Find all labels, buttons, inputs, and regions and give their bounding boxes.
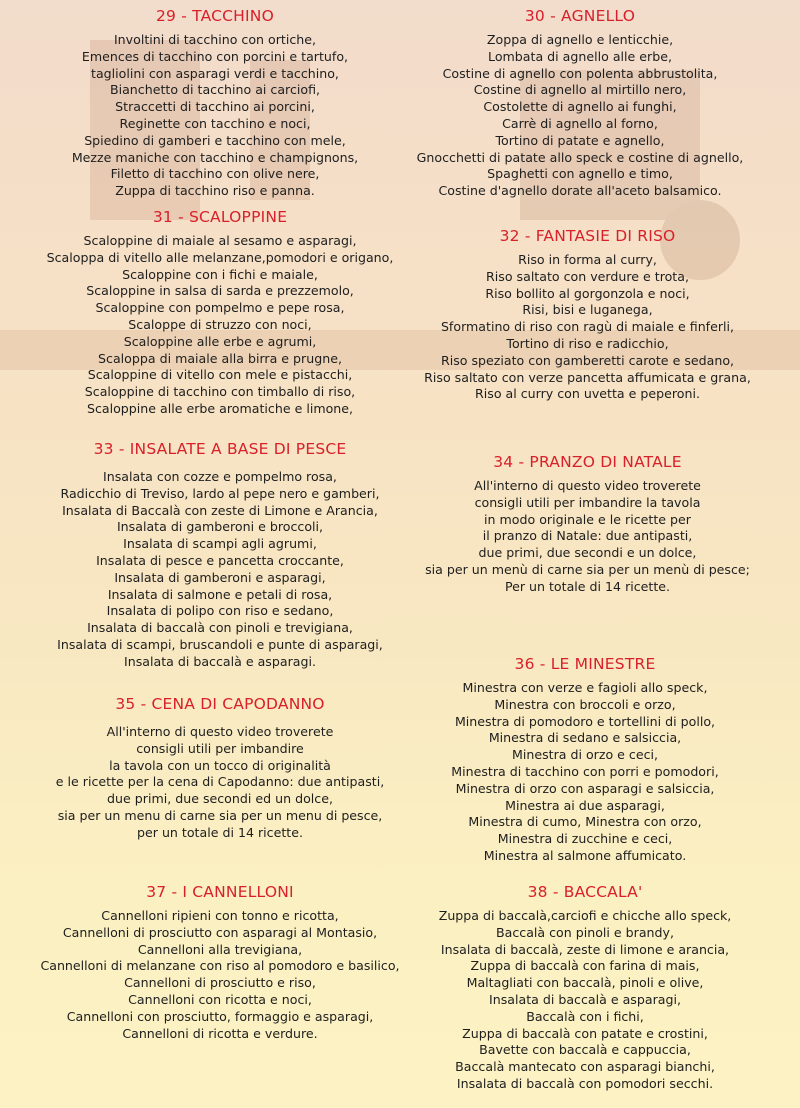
recipe-line: due primi, due secondi ed un dolce, (107, 791, 333, 807)
recipe-line: Baccalà con pinoli e brandy, (495, 924, 674, 940)
recipe-line: All'interno di questo video troverete (474, 478, 701, 493)
recipe-line: Risi, bisi e luganega, (522, 302, 653, 318)
recipe-line: Zuppa di baccalà con farina di mais, (470, 958, 700, 974)
recipe-line: Insalata di baccalà con pomodori secchi. (456, 1075, 714, 1091)
recipe-line: Emences di tacchino con porcini e tartufo, (81, 48, 349, 64)
recipe-line: Baccalà con i fichi, (526, 1008, 644, 1024)
description-text (10, 724, 430, 842)
recipe-line: Costolette di agnello ai funghi, (483, 99, 677, 115)
section-title: 35 - CENA DI CAPODANNO (115, 695, 325, 713)
section-title: 29 - TACCHINO (155, 7, 275, 25)
section-le-minestre (385, 654, 785, 865)
recipe-line: Reginette con tacchino e noci, (119, 115, 311, 131)
recipe-line: Zuppa di tacchino riso e panna. (115, 183, 315, 199)
section-insalate-di-pesce (10, 439, 430, 671)
section-title: 32 - FANTASIE DI RISO (499, 227, 676, 245)
recipe-list (10, 469, 430, 671)
recipe-line: Insalata di baccalà e asparagi. (124, 653, 316, 669)
section-agnello (370, 6, 790, 200)
recipe-line: Costine di agnello al mirtillo nero, (473, 82, 687, 98)
recipe-line: Zoppa di agnello e lenticchie, (486, 32, 674, 47)
recipe-line: Minestra di cumo, Minestra con orzo, (468, 814, 702, 830)
recipe-list (370, 32, 790, 200)
recipe-line: la tavola con un tocco di originalità (109, 757, 331, 773)
recipe-line: sia per un menù di carne sia per un menù di pesce; (425, 561, 750, 577)
recipe-line: consigli utili per imbandire (136, 740, 304, 756)
recipe-line: Involtini di tacchino con ortiche, (113, 32, 317, 47)
section-cena-di-capodanno (10, 694, 430, 842)
recipe-line: Insalata di baccalà, zeste di limone e arancia, (440, 941, 730, 957)
section-title: 38 - BACCALA' (527, 883, 643, 901)
recipe-line: Insalata di baccalà e asparagi, (489, 991, 681, 1007)
recipe-line: Cannelloni di melanzane con riso al pomodoro e basilico, (40, 958, 400, 974)
recipe-line: Insalata con cozze e pompelmo rosa, (103, 469, 337, 484)
recipe-list (385, 680, 785, 865)
recipe-line: Minestra di orzo e ceci, (511, 747, 659, 763)
recipe-line: Minestra di zucchine e ceci, (497, 831, 673, 847)
recipe-line: Insalata di baccalà con pinoli e trevigiana, (87, 620, 353, 636)
section-i-cannelloni (10, 882, 430, 1042)
recipe-line: per un totale di 14 ricette. (137, 824, 303, 840)
recipe-line: Scaloppe di struzzo con noci, (128, 316, 312, 332)
section-title: 31 - SCALOPPINE (152, 208, 288, 226)
recipe-line: Riso saltato con verze pancetta affumicata e grana, (424, 369, 751, 385)
recipe-list (385, 252, 790, 403)
recipe-line: Baccalà mantecato con asparagi bianchi, (455, 1059, 715, 1075)
recipe-line: Cannelloni ripieni con tonno e ricotta, (101, 908, 339, 923)
recipe-line: consigli utili per imbandire la tavola (474, 494, 701, 510)
recipe-line: Scaloppa di vitello alle melanzane,pomodori e origano, (46, 249, 394, 265)
recipe-line: Per un totale di 14 ricette. (504, 578, 671, 594)
recipe-line: Cannelloni di prosciutto con asparagi al Montasio, (62, 924, 378, 940)
recipe-line: Scaloppine in salsa di sarda e prezzemolo, (86, 283, 354, 299)
recipe-line: All'interno di questo video troverete (106, 724, 334, 739)
recipe-line: Zuppa di baccalà con patate e crostini, (462, 1025, 708, 1041)
section-tacchino (10, 6, 420, 200)
recipe-line: Minestra di tacchino con porri e pomodori, (451, 763, 719, 779)
recipe-line: Tortino di patate e agnello, (495, 132, 665, 148)
recipe-line: Scaloppine alle erbe e agrumi, (123, 333, 317, 349)
section-title: 33 - INSALATE A BASE DI PESCE (93, 440, 347, 458)
recipe-line: Bianchetto di tacchino ai carciofi, (109, 82, 321, 98)
section-fantasie-di-riso (385, 226, 790, 403)
recipe-line: Scaloppine con pompelmo e pepe rosa, (95, 300, 345, 316)
recipe-line: Minestra con broccoli e orzo, (494, 696, 676, 712)
recipe-line: Cannelloni alla trevigiana, (137, 941, 303, 957)
recipe-line: il pranzo di Natale: due antipasti, (482, 528, 693, 544)
recipe-line: Minestra di orzo con asparagi e salsiccia, (455, 780, 715, 796)
recipe-line: Scaloppine di vitello con mele e pistacchi, (87, 367, 353, 383)
recipe-line: e le ricette per la cena di Capodanno: due antipasti, (55, 774, 385, 790)
recipe-line: Lombata di agnello alle erbe, (488, 48, 672, 64)
recipe-list (10, 908, 430, 1042)
section-title: 30 - AGNELLO (524, 7, 636, 25)
recipe-line: Riso bollito al gorgonzola e noci, (485, 285, 690, 301)
recipe-line: Minestra di sedano e salsiccia, (488, 730, 682, 746)
section-pranzo-di-natale (385, 452, 790, 596)
description-text (385, 478, 790, 596)
recipe-line: Scaloppine di tacchino con timballo di riso, (84, 384, 356, 400)
recipe-line: Insalata di gamberoni e asparagi, (114, 569, 326, 585)
recipe-line: in modo originale e le ricette per (484, 511, 691, 527)
recipe-line: Scaloppa di maiale alla birra e prugne, (98, 350, 342, 366)
recipe-line: Carrè di agnello al forno, (502, 115, 658, 131)
recipe-list (385, 908, 785, 1093)
recipe-line: Maltagliati con baccalà, pinoli e olive, (466, 975, 704, 991)
recipe-line: Insalata di gamberoni e broccoli, (116, 519, 324, 535)
recipe-line: Minestra di pomodoro e tortellini di pollo, (454, 713, 716, 729)
section-title: 37 - I CANNELLONI (146, 883, 294, 901)
recipe-list (10, 233, 430, 418)
recipe-line: Riso speziato con gamberetti carote e sedano, (440, 352, 735, 368)
section-scaloppine (10, 207, 430, 418)
recipe-line: Bavette con baccalà e cappuccia, (479, 1042, 691, 1058)
section-baccala (385, 882, 785, 1093)
section-title: 34 - PRANZO DI NATALE (493, 453, 682, 471)
recipe-line: Insalata di salmone e petali di rosa, (107, 586, 333, 602)
recipe-line: Straccetti di tacchino ai porcini, (115, 99, 315, 115)
recipe-line: Riso al curry con uvetta e peperoni. (475, 386, 700, 402)
recipe-line: Mezze maniche con tacchino e champignons, (71, 149, 359, 165)
recipe-line: Riso saltato con verdure e trota, (486, 268, 689, 284)
recipe-line: tagliolini con asparagi verdi e tacchino, (91, 65, 339, 81)
recipe-line: Insalata di Baccalà con zeste di Limone e Arancia, (62, 502, 378, 518)
recipe-line: Cannelloni con ricotta e noci, (128, 991, 312, 1007)
recipe-line: Cannelloni con prosciutto, formaggio e asparagi, (66, 1008, 374, 1024)
recipe-line: due primi, due secondi e un dolce, (478, 545, 697, 561)
recipe-line: Minestra con verze e fagioli allo speck, (462, 680, 708, 695)
recipe-line: Sformatino di riso con ragù di maiale e finferli, (440, 319, 735, 335)
recipe-line: sia per un menu di carne sia per un menu di pesce, (57, 807, 383, 823)
recipe-line: Tortino di riso e radicchio, (506, 335, 669, 351)
recipe-line: Insalata di scampi agli agrumi, (123, 536, 317, 552)
recipe-line: Scaloppine con i fichi e maiale, (122, 266, 318, 282)
section-title: 36 - LE MINESTRE (514, 655, 656, 673)
recipe-line: Radicchio di Treviso, lardo al pepe nero e gamberi, (60, 485, 380, 501)
recipe-line: Minestra al salmone affumicato. (483, 847, 687, 863)
recipe-line: Filetto di tacchino con olive nere, (110, 166, 320, 182)
recipe-line: Scaloppine alle erbe aromatiche e limone, (86, 400, 354, 416)
recipe-line: Scaloppine di maiale al sesamo e asparagi, (83, 233, 357, 248)
recipe-line: Cannelloni di prosciutto e riso, (124, 975, 316, 991)
recipe-line: Insalata di scampi, bruscandoli e punte di asparagi, (57, 636, 383, 652)
recipe-line: Riso in forma al curry, (518, 252, 657, 267)
recipe-line: Gnocchetti di patate allo speck e costine di agnello, (416, 149, 744, 165)
recipe-line: Zuppa di baccalà,carciofi e chicche allo speck, (438, 908, 732, 923)
recipe-list (10, 32, 420, 200)
recipe-line: Spiedino di gamberi e tacchino con mele, (84, 132, 346, 148)
recipe-line: Costine d'agnello dorate all'aceto balsamico. (438, 183, 722, 199)
recipe-line: Insalata di pesce e pancetta croccante, (96, 552, 344, 568)
recipe-line: Minestra ai due asparagi, (505, 797, 665, 813)
recipe-line: Cannelloni di ricotta e verdure. (122, 1025, 318, 1041)
recipe-line: Insalata di polipo con riso e sedano, (106, 603, 334, 619)
recipe-line: Spaghetti con agnello e timo, (487, 166, 673, 182)
recipe-line: Costine di agnello con polenta abbrustolita, (442, 65, 718, 81)
